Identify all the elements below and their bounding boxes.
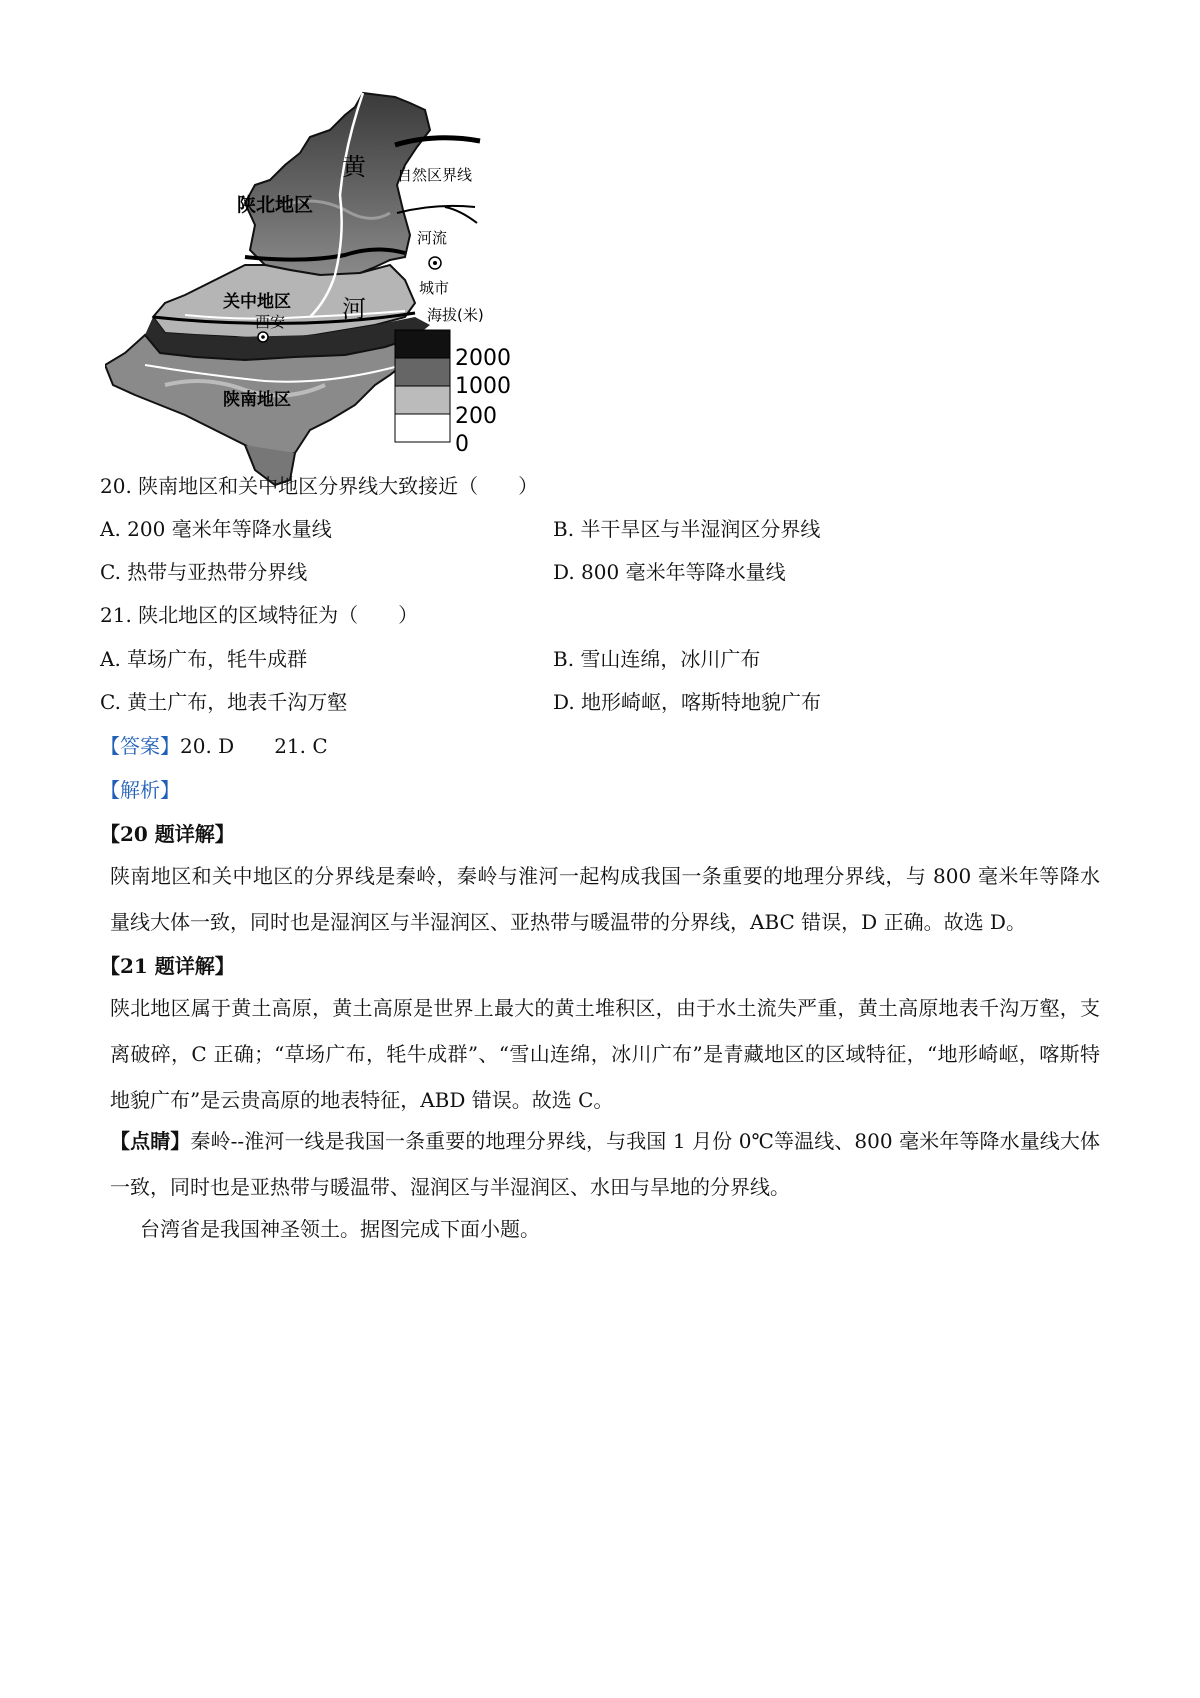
- detail-20-body: [110, 853, 1100, 945]
- legend-tick-1000: 1000: [455, 374, 511, 399]
- detail-21-text: 陕北地区属于黄土高原，黄土高原是世界上最大的黄土堆积区，由于水土流失严重，黄土高原地表千沟万壑，支离破碎，C 正确；“草场广布，牦牛成群”、“雪山连绵，冰川广布”是青藏地区的区域特征，“地形崎岖，喀斯特地貌广布”是云贵高原的地表特征，ABD 错误。故选 C。: [110, 996, 1100, 1112]
- tip-label: 【点睛】: [110, 1129, 191, 1153]
- tip-body: 秦岭--淮河一线是我国一条重要的地理分界线，与我国 1 月份 0℃等温线、800 毫米年等降水量线大体一致，同时也是亚热带与暖温带、湿润区与半湿润区、水田与旱地的分界线。: [110, 1129, 1100, 1199]
- legend-tick-2000: 2000: [455, 346, 511, 371]
- legend-river-label: 河流: [417, 229, 448, 247]
- question-20-stem: 20. 陕南地区和关中地区分界线大致接近（ ）: [100, 474, 539, 498]
- legend-river-symbol: [397, 206, 477, 223]
- next-section-intro: 台湾省是我国神圣领土。据图完成下面小题。: [140, 1217, 540, 1241]
- detail-21-body: [110, 985, 1100, 1123]
- river-label-2: 河: [342, 295, 366, 323]
- question-21-option-c: C. 黄土广布，地表千沟万壑: [100, 690, 348, 714]
- detail-21-heading: 【21 题详解】: [100, 954, 235, 978]
- legend-city-symbol: [429, 257, 441, 269]
- detail-20-text: 陕南地区和关中地区的分界线是秦岭，秦岭与淮河一起构成我国一条重要的地理分界线，与 800 毫米年等降水量线大体一致，同时也是湿润区与半湿润区、亚热带与暖温带的分界线，ABC 错误，D 正确。故选 D。: [110, 864, 1100, 934]
- legend-elevation-title: 海拔(米): [427, 306, 484, 324]
- tip-block: [110, 1118, 1100, 1210]
- analysis-label: 【解析】: [100, 778, 180, 802]
- river-label-1: 黄: [342, 153, 366, 181]
- region-label-north: 陕北地区: [237, 194, 314, 216]
- detail-20-heading: 【20 题详解】: [100, 822, 235, 846]
- xian-city-marker: [258, 332, 268, 342]
- legend-tick-0: 0: [455, 432, 469, 457]
- legend-tick-200: 200: [455, 404, 497, 429]
- question-21-option-d: D. 地形崎岖，喀斯特地貌广布: [553, 690, 822, 714]
- province-shape: [105, 93, 435, 485]
- question-21-option-a: A. 草场广布，牦牛成群: [100, 647, 308, 671]
- answer-line: [100, 732, 328, 760]
- city-label: 西安: [255, 313, 286, 331]
- question-20-option-d: D. 800 毫米年等降水量线: [553, 560, 786, 584]
- answer-21: 21. C: [274, 734, 328, 758]
- shaanxi-map-figure: [105, 85, 600, 500]
- answer-20: 20. D: [180, 734, 235, 758]
- question-20-option-a: A. 200 毫米年等降水量线: [100, 517, 332, 541]
- legend-city-label: 城市: [419, 279, 450, 297]
- question-21-stem: 21. 陕北地区的区域特征为（ ）: [100, 603, 419, 627]
- question-20-option-b: B. 半干旱区与半湿润区分界线: [553, 517, 821, 541]
- answer-label: 【答案】: [100, 734, 180, 758]
- legend-boundary-label: 自然区界线: [397, 166, 473, 184]
- question-21-option-b: B. 雪山连绵，冰川广布: [553, 647, 761, 671]
- region-label-south: 陕南地区: [223, 390, 291, 410]
- region-label-central: 关中地区: [223, 292, 291, 312]
- question-20-option-c: C. 热带与亚热带分界线: [100, 560, 308, 584]
